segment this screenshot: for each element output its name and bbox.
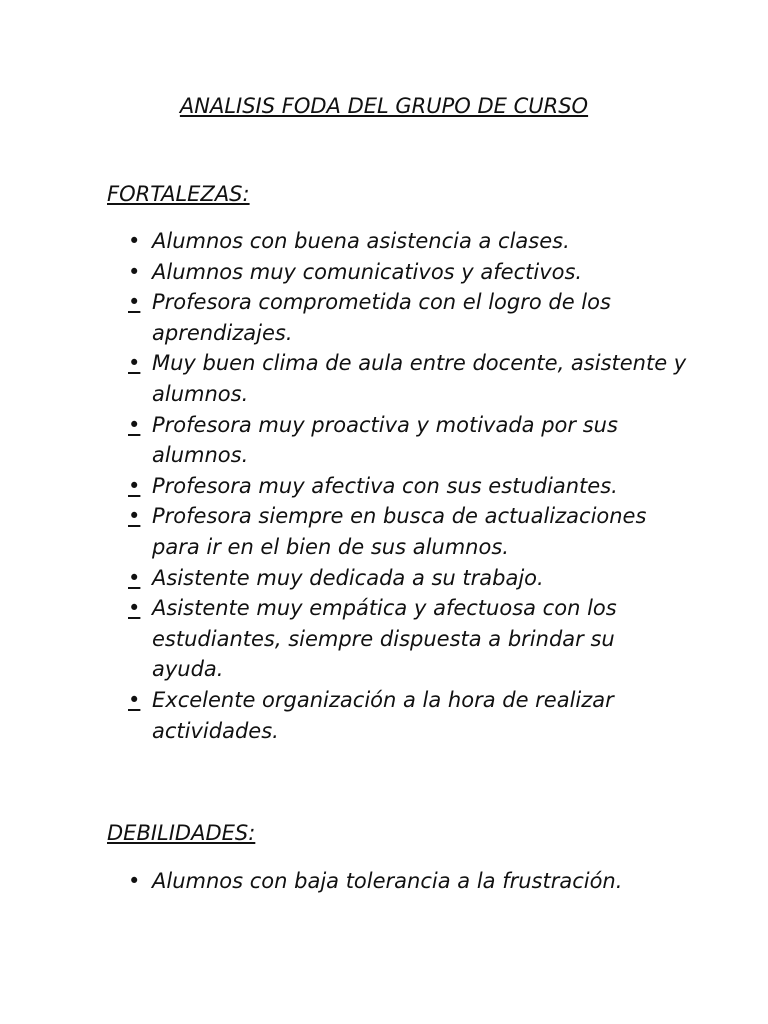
- list-item-text: Profesora comprometida con el logro de los aprendizajes.: [152, 290, 611, 345]
- list-item: [128, 410, 688, 471]
- list-item: [128, 685, 688, 746]
- list-item: [128, 257, 688, 288]
- list-item-text: Alumnos muy comunicativos y afectivos.: [152, 259, 583, 284]
- list-item: [128, 866, 688, 897]
- fortalezas-list: [128, 226, 688, 746]
- list-item-text: Asistente muy empática y afectuosa con los estudiantes, siempre dispuesta a brindar su ayuda.: [152, 596, 617, 682]
- list-item: [128, 593, 688, 685]
- list-item: [128, 287, 688, 348]
- section-heading-debilidades: DEBILIDADES:: [107, 821, 256, 845]
- bullet-icon: •: [128, 596, 141, 621]
- list-item-text: Excelente organización a la hora de realizar actividades.: [152, 687, 614, 743]
- document-title: ANALISIS FODA DEL GRUPO DE CURSO: [179, 94, 589, 118]
- bullet-icon: •: [128, 504, 141, 529]
- bullet-icon: •: [128, 229, 141, 253]
- list-item-text: Profesora siempre en busca de actualizaciones para ir en el bien de sus alumnos.: [152, 504, 647, 559]
- bullet-icon: •: [128, 412, 141, 437]
- list-item: [128, 226, 688, 257]
- list-item-text: Profesora muy proactiva y motivada por sus alumnos.: [152, 412, 618, 468]
- list-item-text: Asistente muy dedicada a su trabajo.: [152, 565, 544, 590]
- list-item-text: Muy buen clima de aula entre docente, asistente y alumnos.: [152, 351, 687, 406]
- bullet-icon: •: [128, 290, 141, 315]
- bullet-icon: •: [128, 473, 141, 498]
- list-item-text: Profesora muy afectiva con sus estudiantes.: [152, 473, 618, 498]
- list-item: [128, 348, 688, 409]
- bullet-icon: •: [128, 565, 141, 590]
- list-item: [128, 563, 688, 594]
- bullet-icon: •: [128, 351, 141, 376]
- bullet-icon: •: [128, 687, 141, 712]
- list-item: [128, 471, 688, 502]
- list-item-text: Alumnos con buena asistencia a clases.: [152, 229, 570, 253]
- list-item: [128, 501, 688, 562]
- section-heading-fortalezas: FORTALEZAS:: [107, 182, 250, 206]
- bullet-icon: •: [128, 869, 141, 893]
- list-item-text: Alumnos con baja tolerancia a la frustración.: [152, 869, 623, 893]
- debilidades-list: [128, 866, 688, 897]
- bullet-icon: •: [128, 259, 141, 284]
